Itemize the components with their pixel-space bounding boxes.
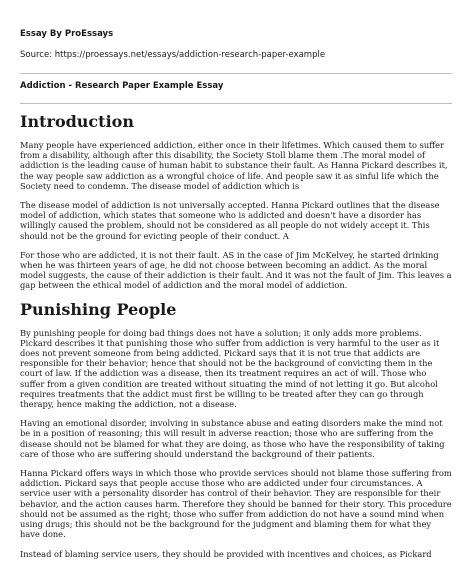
paragraph: By punishing people for doing bad things does not have a solution; it only adds more problems. Pickard describes it that punishing those who suffer from addiction is very harmful to the user as it does not prevent someone from being addicted. Pickard says that it is not true that addicts are responsible for their behavior; hence that should not be the background of convicting them in the court of law. If the addiction was a disease, then its treatment requires an act of will. Those who suffer from a given condition are treated without situating the mind of not letting it go. But alcohol requires treatments that the addict must first be willing to be treated after they can go through therapy, hence making the addiction, not a disease. bbox=[20, 327, 440, 410]
document-title: Addiction - Research Paper Example Essay bbox=[20, 81, 224, 91]
source-line: Source: https://proessays.net/essays/addiction-research-paper-example bbox=[20, 50, 326, 60]
paragraph: For those who are addicted, it is not their fault. AS in the case of Jim McKelvey, he started drinking when he was thirteen years of age, he did not choose between becoming an addict. As the moral model suggests, the cause of their addiction is their fault. And it was not the fault of Jim. This leaves a gap between the ethical model of addiction and the moral model of addiction. bbox=[20, 249, 452, 291]
site-title: Essay By ProEssays bbox=[20, 29, 114, 39]
paragraph: The disease model of addiction is not universally accepted. Hanna Pickard outlines that the disease model of addiction, which states that someone who is addicted and doesn't have a disorder has willingly caused the problem, should not be considered as all people do not widely accept it. This should not be the ground for evicting people of their conduct. A bbox=[20, 200, 440, 241]
header-divider bbox=[20, 73, 452, 74]
section-heading-punishing-people: Punishing People bbox=[20, 299, 177, 319]
paragraph: Instead of blaming service users, they should be provided with incentives and choices, as Pickard bbox=[20, 548, 432, 559]
paragraph: Many people have experienced addiction, either once in their lifetimes. Which caused them to suffer from a disability, although after this disability, the Society Stoll blame them .The moral model of addiction is the leading cause of human habit to substance their fault. As Hanna Pickard describes it, the way people saw addiction as a wrongful choice of life. And people saw it as sinful life which the Society need to condemn. The disease model of addiction which is bbox=[20, 140, 448, 191]
title-divider bbox=[20, 103, 452, 104]
paragraph: Having an emotional disorder, involving in substance abuse and eating disorders make the mind not be in a position of reasoning; this will result in adverse reaction; those who are suffering from the disease should not be blamed for what they are doing, as those who have the responsibility of taking care of those who are suffering should understand the background of their patients. bbox=[20, 418, 445, 459]
paragraph: Hanna Pickard offers ways in which those who provide services should not blame those suffering from addiction. Pickard says that people accuse those who are addicted under four circumstances. A service user with a personality disorder has control of their behavior. They are responsible for their behavior, and the action causes harm. Therefore they should be banned for their story. This procedure should not be assumed as the right; those who suffer from addiction do not have a sound mind when using drugs; this should not be the background for the judgment and blaming them for what they have done. bbox=[20, 468, 452, 540]
essay-body bbox=[20, 112, 452, 568]
section-heading-introduction: Introduction bbox=[20, 112, 134, 131]
